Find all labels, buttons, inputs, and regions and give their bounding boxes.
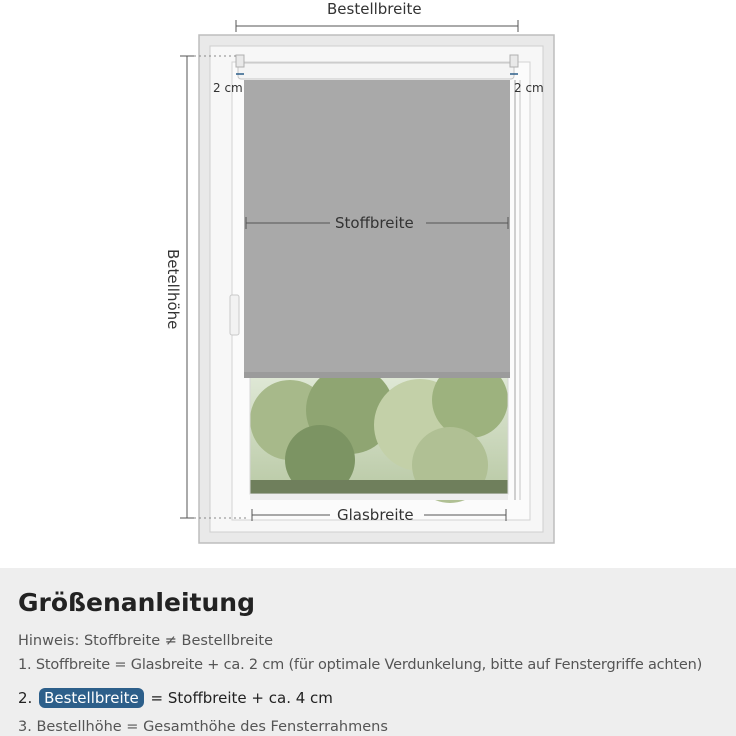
glass-width-label: Glasbreite: [337, 506, 414, 524]
window-handle: [230, 295, 239, 335]
guide-step-2-number: 2.: [18, 689, 33, 707]
left-margin-label: 2 cm: [213, 81, 243, 95]
order-height-label: Betellhöhe: [164, 249, 182, 330]
guide-title: Größenanleitung: [18, 588, 255, 617]
guide-step-2-formula: = Stoffbreite + ca. 4 cm: [150, 689, 333, 707]
fabric-width-label: Stoffbreite: [335, 214, 414, 232]
guide-step-1: 1. Stoffbreite = Glasbreite + ca. 2 cm (für optimale Verdunkelung, bitte auf Fenstergriffe achten): [18, 657, 703, 673]
order-width-highlight: Bestellbreite: [39, 688, 144, 708]
order-width-label: Bestellbreite: [327, 0, 422, 18]
guide-step-2: [18, 688, 333, 708]
right-margin-label: 2 cm: [514, 81, 544, 95]
roller-cassette: [238, 63, 514, 79]
guide-note: Hinweis: Stoffbreite ≠ Bestellbreite: [18, 633, 273, 649]
glass-pane: [250, 362, 508, 503]
guide-step-3: 3. Bestellhöhe = Gesamthöhe des Fensterrahmens: [18, 719, 388, 735]
